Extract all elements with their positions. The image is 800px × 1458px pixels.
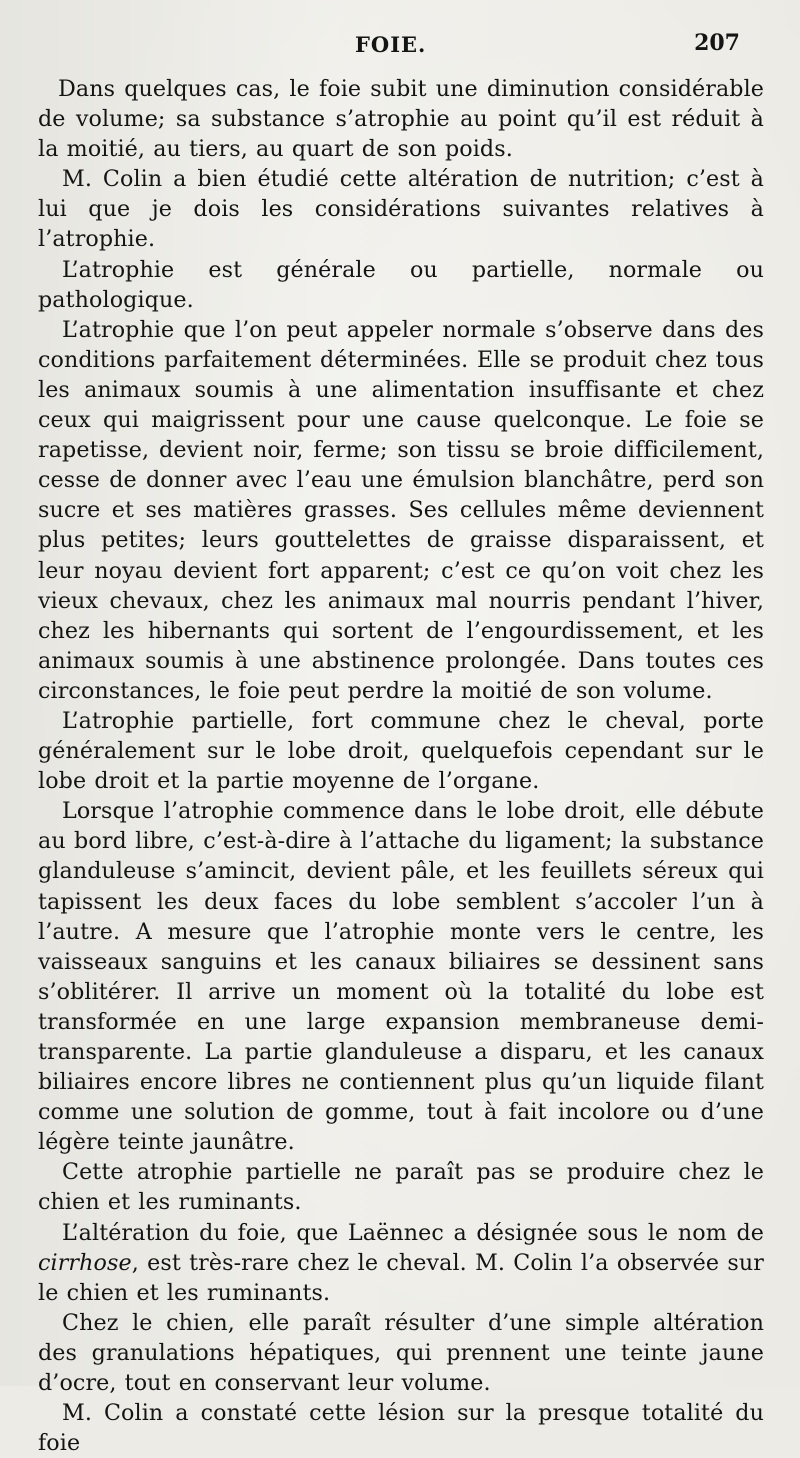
paragraph-8-start: L’altération du foie, que Laënnec a désignée sous le nom de xyxy=(62,1219,764,1246)
paragraph-8-end: , est très-rare chez le cheval. M. Colin l’a observée sur le chien et les ruminants. xyxy=(38,1249,764,1306)
running-head xyxy=(0,26,800,66)
body-text xyxy=(38,74,764,1458)
paragraph-4: L’atrophie que l’on peut appeler normale s’observe dans des conditions parfaitement déterminées. Elle se produit chez tous les animaux soumis à une alimentation insuffisante et chez ceux qui maigrissent pour une cause quelconque. Le foie se rapetisse, devient noir, ferme; son tissu se broie difficilement, cesse de donner avec l’eau une émulsion blanchâtre, perd son sucre et ses matières grasses. Ses cellules même deviennent plus petites; leurs gouttelettes de graisse disparaissent, et leur noyau devient fort apparent; c’est ce qu’on voit chez les vieux chevaux, chez les animaux mal nourris pendant l’hiver, chez les hibernants qui sortent de l’engourdissement, et les animaux soumis à une abstinence prolongée. Dans toutes ces circonstances, le foie peut perdre la moitié de son volume. xyxy=(38,316,764,704)
italic-term-cirrhose: cirrhose xyxy=(38,1249,132,1276)
paragraph-7: Cette atrophie partielle ne paraît pas se produire chez le chien et les ruminants. xyxy=(38,1159,764,1216)
paragraph-6: Lorsque l’atrophie commence dans le lobe droit, elle débute au bord libre, c’est-à-dire à l’attache du ligament; la substance glanduleuse s’amincit, devient pâle, et les feuillets séreux qui tapissent les deux faces du lobe semblent s’accoler l’un à l’autre. A mesure que l’atrophie monte vers le centre, les vaisseaux sanguins et les canaux biliaires se dessinent sans s’oblitérer. Il arrive un moment où la totalité du lobe est transformée en une large expansion membraneuse demi-transparente. La partie glanduleuse a disparu, et les canaux biliaires encore libres ne contiennent plus qu’un liquide filant comme une solution de gomme, tout à fait incolore ou d’une légère teinte jaunâtre. xyxy=(38,798,764,1156)
paragraph-10: M. Colin a constaté cette lésion sur la presque totalité du foie xyxy=(38,1400,764,1457)
paragraph-3: L’atrophie est générale ou partielle, normale ou pathologique. xyxy=(38,256,764,313)
paragraph-1: Dans quelques cas, le foie subit une diminution considérable de volume; sa substance s’atrophie au point qu’il est réduit à la moitié, au tiers, au quart de son poids. xyxy=(38,76,764,163)
paragraph-9: Chez le chien, elle paraît résulter d’une simple altération des granulations hépatiques, qui prennent une teinte jaune d’ocre, tout en conservant leur volume. xyxy=(38,1309,764,1397)
page-number: 207 xyxy=(694,30,740,56)
paragraph-2: M. Colin a bien étudié cette altération de nutrition; c’est à lui que je dois les considérations suivantes relatives à l’atrophie. xyxy=(38,166,764,253)
paragraph-5: L’atrophie partielle, fort commune chez le cheval, porte généralement sur le lobe droit, quelquefois cependant sur le lobe droit et la partie moyenne de l’organe. xyxy=(38,707,764,795)
running-title: FOIE. xyxy=(355,32,427,57)
paragraph-8 xyxy=(38,1218,764,1308)
